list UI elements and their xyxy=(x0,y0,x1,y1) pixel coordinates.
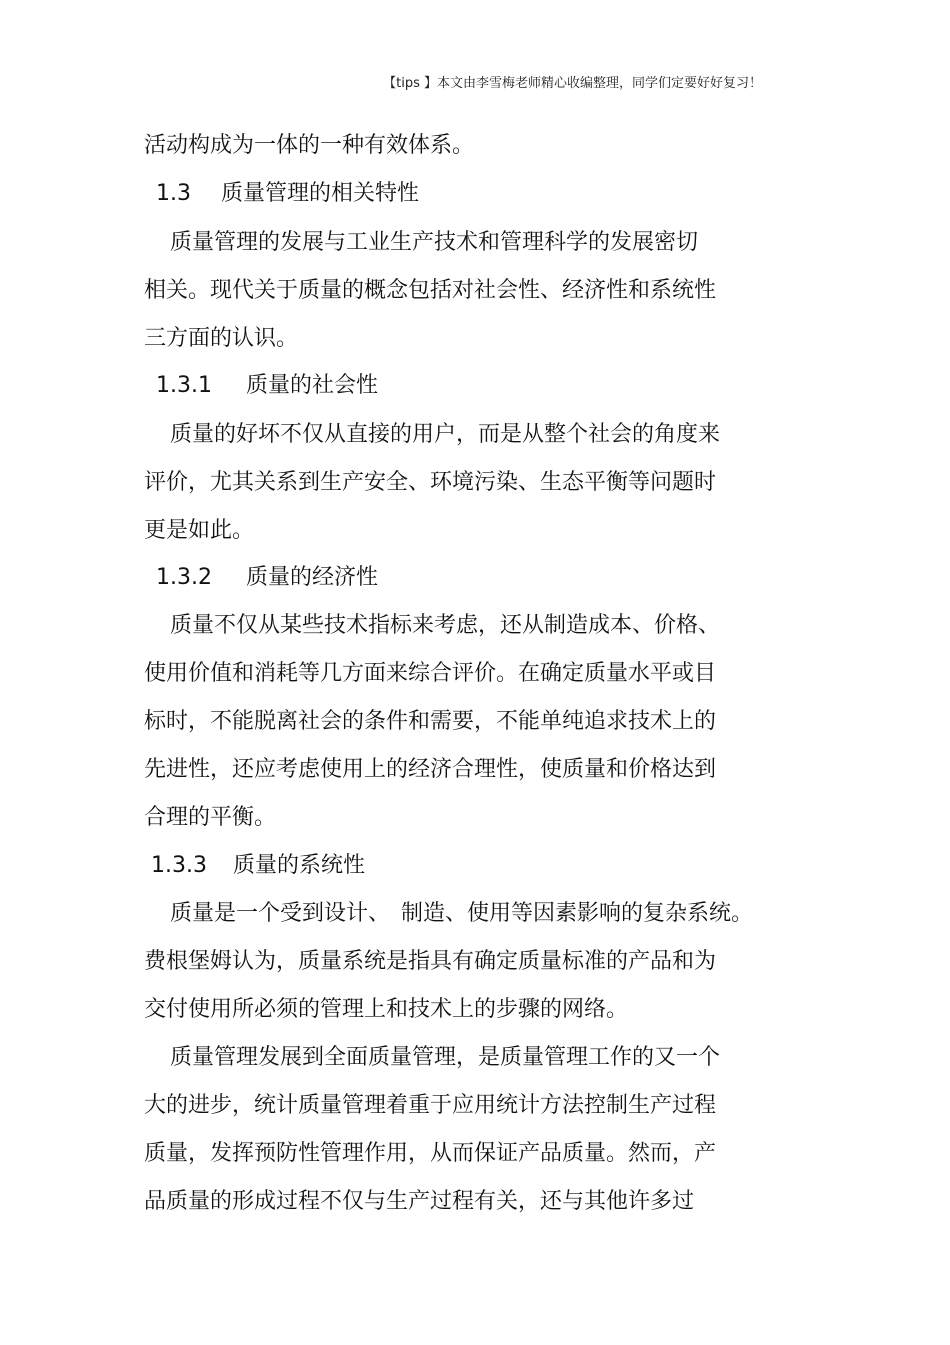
heading-title: 质量的社会性 xyxy=(246,373,379,398)
paragraph-line: 质量管理的发展与工业生产技术和管理科学的发展密切 xyxy=(170,230,699,255)
paragraph-line: 品质量的形成过程不仅与生产过程有关，还与其他许多过 xyxy=(144,1189,695,1214)
header-tips: 【tips 】本文由李雪梅老师精心收编整理，同学们定要好好复习！ xyxy=(383,76,762,91)
paragraph-line: 质量管理发展到全面质量管理，是质量管理工作的又一个 xyxy=(170,1045,721,1070)
paragraph-line: 相关。现代关于质量的概念包括对社会性、经济性和系统性 xyxy=(144,278,717,303)
heading-number: 1.3.2 xyxy=(156,565,212,590)
paragraph-line: 标时，不能脱离社会的条件和需要，不能单纯追求技术上的 xyxy=(144,709,717,734)
paragraph-line: 使用价值和消耗等几方面来综合评价。在确定质量水平或目 xyxy=(144,661,717,686)
heading-title: 质量管理的相关特性 xyxy=(221,181,420,206)
paragraph-line: 费根堡姆认为，质量系统是指具有确定质量标准的产品和为 xyxy=(144,949,717,974)
paragraph-line: 三方面的认识。 xyxy=(144,326,299,351)
heading-title: 质量的系统性 xyxy=(233,853,366,878)
paragraph-line: 质量不仅从某些技术指标来考虑，还从制造成本、价格、 xyxy=(170,613,721,638)
section-heading-1-3-3 xyxy=(151,852,365,880)
paragraph-line: 质量，发挥预防性管理作用，从而保证产品质量。然而，产 xyxy=(144,1141,717,1166)
paragraph-line: 大的进步，统计质量管理着重于应用统计方法控制生产过程 xyxy=(144,1093,717,1118)
heading-title: 质量的经济性 xyxy=(246,565,379,590)
heading-number: 1.3 xyxy=(156,181,191,206)
paragraph-line: 先进性，还应考虑使用上的经济合理性，使质量和价格达到 xyxy=(144,757,717,782)
paragraph-line: 质量是一个受到设计、 制造、使用等因素影响的复杂系统。 xyxy=(170,901,754,926)
section-heading-1-3 xyxy=(156,180,419,208)
paragraph-line: 合理的平衡。 xyxy=(144,805,277,830)
paragraph-line: 评价，尤其关系到生产安全、环境污染、生态平衡等问题时 xyxy=(144,470,717,495)
paragraph-line: 活动构成为一体的一种有效体系。 xyxy=(144,133,475,158)
paragraph-line: 交付使用所必须的管理上和技术上的步骤的网络。 xyxy=(144,997,629,1022)
heading-number: 1.3.3 xyxy=(151,853,207,878)
paragraph-line: 质量的好坏不仅从直接的用户，而是从整个社会的角度来 xyxy=(170,422,721,447)
section-heading-1-3-1 xyxy=(156,372,378,400)
paragraph-line: 更是如此。 xyxy=(144,518,255,543)
heading-number: 1.3.1 xyxy=(156,373,212,398)
section-heading-1-3-2 xyxy=(156,564,378,592)
